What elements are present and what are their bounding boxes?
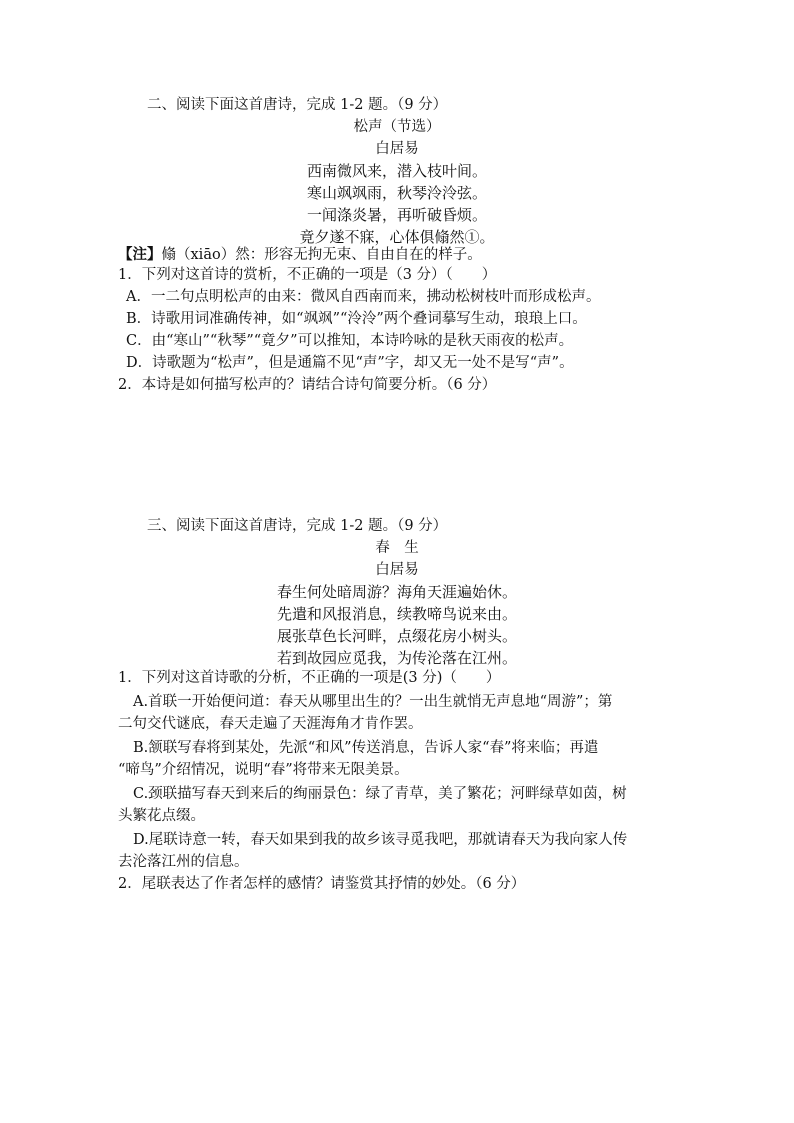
section3-q1-option-d-line-1: D.尾联诗意一转，春天如果到我的故乡该寻觅我吧，那就请春天为我向家人传 [133,832,628,848]
section3-q1-option-c-line-2: 头繁花点缀。 [118,808,205,824]
section3-q1-stem: 1．下列对这首诗歌的分析，不正确的一项是(3 分)（ ） [118,670,501,686]
section3-poem-line-2: 先遣和风报消息，续教啼鸟说来由。 [276,605,517,623]
section3-q1-option-a-line-2: 二句交代谜底，春天走遍了天涯海角才肯作罢。 [118,716,423,732]
section3-q1-option-b-line-1: B.颔联写春将到某处，先派“和风”传送消息，告诉人家“春”将来临；再遣 [133,740,599,756]
section2-q1-option-d: D．诗歌题为“松声”，但是通篇不见“声”字，却又无一处不是写“声”。 [126,355,574,371]
section3-q1-option-d-line-2: 去沦落江州的信息。 [118,854,249,870]
section2-poem-line-4: 竟夕遂不寐，心体俱翛然①。 [299,228,495,246]
section2-poem-author: 白居易 [375,141,419,157]
section2-poem-title: 松声（节选） [353,119,441,135]
section2-q1-option-b: B．诗歌用词准确传神，如“飒飒”“泠泠”两个叠词摹写生动，琅琅上口。 [126,311,587,327]
section2-q1-option-c: C．由“寒山”“秋琴”“竟夕”可以推知，本诗吟咏的是秋天雨夜的松声。 [126,333,574,349]
section3-poem-author: 白居易 [375,562,419,578]
note-text: 翛（xiāo）然：形容无拘无束、自由自在的样子。 [161,247,482,263]
section3-q1-option-a-line-1: A.首联一开始便问道：春天从哪里出生的？一出生就悄无声息地“周游”；第 [133,694,613,710]
section3-poem-line-4: 若到故园应觅我，为传沦落在江州。 [276,649,517,667]
section2-poem-line-1: 西南微风来，潜入枝叶间。 [306,162,487,180]
section3-heading: 三、阅读下面这首唐诗，完成 1-2 题。（9 分） [147,518,448,534]
section2-heading: 二、阅读下面这首唐诗，完成 1-2 题。（9 分） [147,97,448,113]
section3-q1-option-b-line-2: “啼鸟”介绍情况，说明“春”将带来无限美景。 [118,762,409,778]
section2-poem-line-2: 寒山飒飒雨，秋琴泠泠弦。 [306,184,487,202]
section2-q2: 2．本诗是如何描写松声的？请结合诗句简要分析。（6 分） [118,377,497,393]
section3-poem-title: 春 生 [375,540,419,556]
section2-poem-line-3: 一闻涤炎暑，再听破昏烦。 [306,206,487,224]
section3-q2: 2．尾联表达了作者怎样的感情？请鉴赏其抒情的妙处。（6 分） [118,876,526,892]
section2-q1-stem: 1．下列对这首诗的赏析，不正确的一项是（3 分）（ ） [118,267,497,283]
section3-poem-line-1: 春生何处暗周游？海角天涯遍始休。 [276,583,517,601]
section2-q1-option-a: A．一二句点明松声的由来：微风自西南而来，拂动松树枝叶而形成松声。 [126,289,601,305]
section3-q1-option-c-line-1: C.颈联描写春天到来后的绚丽景色：绿了青草，美了繁花；河畔绿草如茵，树 [133,786,627,802]
section2-note [118,244,482,266]
section3-poem-line-3: 展张草色长河畔，点缀花房小树头。 [276,627,517,645]
note-label: 【注】 [118,246,162,263]
